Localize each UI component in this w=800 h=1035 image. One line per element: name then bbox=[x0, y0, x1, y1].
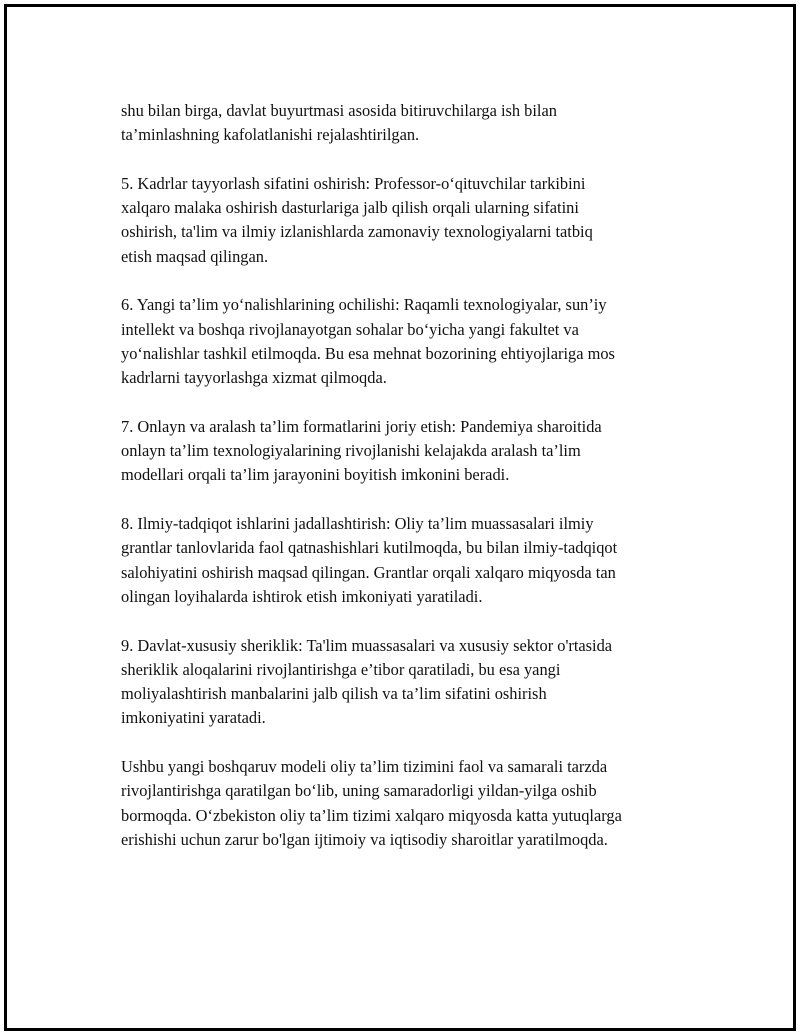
text-line: imkoniyatini yaratadi. bbox=[121, 708, 266, 728]
text-line: olingan loyihalarda ishtirok etish imkoniyati yaratiladi. bbox=[121, 586, 483, 606]
text-line: Ushbu yangi boshqaruv modeli oliy ta’lim tizimini faol va samarali tarzda bbox=[121, 757, 608, 777]
text-line: erishishi uchun zarur bo'lgan ijtimoiy va iqtisodiy sharoitlar yaratilmoqda. bbox=[121, 829, 608, 849]
text-line: yo‘nalishlar tashkil etilmoqda. Bu esa mehnat bozorining ehtiyojlariga mos bbox=[121, 343, 615, 363]
text-line: oshirish, ta'lim va ilmiy izlanishlarda zamonaviy texnologiyalarni tatbiq bbox=[121, 222, 593, 242]
text-line: 7. Onlayn va aralash ta’lim formatlarini joriy etish: Pandemiya sharoitida bbox=[121, 416, 602, 436]
text-line: bormoqda. O‘zbekiston oliy ta’lim tizimi xalqaro miqyosda katta yutuqlarga bbox=[121, 805, 622, 825]
text-line: ta’minlashning kafolatlanishi rejalashtirilgan. bbox=[121, 125, 420, 145]
text-line: 8. Ilmiy-tadqiqot ishlarini jadallashtirish: Oliy ta’lim muassasalari ilmiy bbox=[121, 514, 594, 534]
paragraph-conclusion bbox=[121, 755, 701, 852]
document-body bbox=[121, 99, 701, 877]
paragraph-continuation bbox=[121, 99, 701, 148]
paragraph-item-6 bbox=[121, 293, 701, 390]
paragraph-item-8 bbox=[121, 512, 701, 609]
text-line: 5. Kadrlar tayyorlash sifatini oshirish: Professor-o‘qituvchilar tarkibini bbox=[121, 173, 586, 193]
paragraph-item-5 bbox=[121, 172, 701, 269]
text-line: xalqaro malaka oshirish dasturlariga jalb qilish orqali ularning sifatini bbox=[121, 198, 579, 218]
text-line: grantlar tanlovlarida faol qatnashishlari kutilmoqda, bu bilan ilmiy-tadqiqot bbox=[121, 538, 618, 558]
paragraph-item-9 bbox=[121, 634, 701, 731]
text-line: onlayn ta’lim texnologiyalarining rivojlanishi kelajakda aralash ta’lim bbox=[121, 441, 581, 461]
text-line: etish maqsad qilingan. bbox=[121, 246, 269, 266]
text-line: sheriklik aloqalarini rivojlantirishga e’tibor qaratiladi, bu esa yangi bbox=[121, 659, 561, 679]
text-line: rivojlantirishga qaratilgan bo‘lib, uning samaradorligi yildan-yilga oshib bbox=[121, 781, 597, 801]
text-line: shu bilan birga, davlat buyurtmasi asosida bitiruvchilarga ish bilan bbox=[121, 101, 557, 120]
page-frame bbox=[4, 4, 796, 1031]
paragraph-item-7 bbox=[121, 415, 701, 488]
text-line: intellekt va boshqa rivojlanayotgan sohalar bo‘yicha yangi fakultet va bbox=[121, 319, 579, 339]
text-line: 9. Davlat-xususiy sheriklik: Ta'lim muassasalari va xususiy sektor o'rtasida bbox=[121, 635, 613, 655]
text-line: modellari orqali ta’lim jarayonini boyitish imkonini beradi. bbox=[121, 465, 510, 485]
text-line: kadrlarni tayyorlashga xizmat qilmoqda. bbox=[121, 368, 387, 388]
text-line: 6. Yangi ta’lim yo‘nalishlarining ochilishi: Raqamli texnologiyalar, sun’iy bbox=[121, 295, 607, 315]
text-line: moliyalashtirish manbalarini jalb qilish va ta’lim sifatini oshirish bbox=[121, 684, 547, 704]
text-line: salohiyatini oshirish maqsad qilingan. Grantlar orqali xalqaro miqyosda tan bbox=[121, 562, 616, 582]
